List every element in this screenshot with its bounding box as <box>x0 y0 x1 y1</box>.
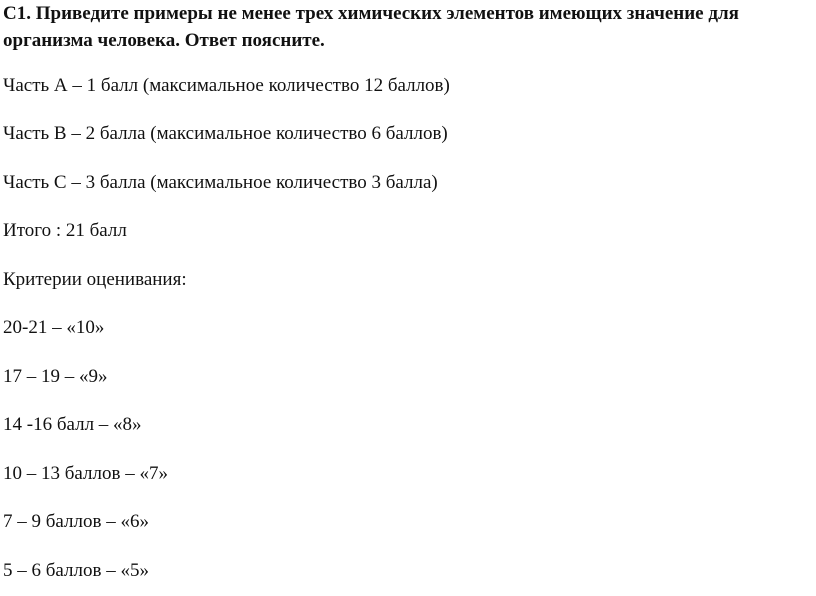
scoring-part-b: Часть В – 2 балла (максимальное количество 6 баллов) <box>3 123 448 144</box>
grade-line: 5 – 6 баллов – «5» <box>3 560 149 581</box>
task-question <box>3 0 815 54</box>
task-question-line-2: организма человека. Ответ поясните. <box>3 30 325 51</box>
grade-line: 7 – 9 баллов – «6» <box>3 511 149 532</box>
total-score: Итого : 21 балл <box>3 220 127 241</box>
scoring-part-c: Часть С – 3 балла (максимальное количество 3 балла) <box>3 172 438 193</box>
grade-line: 17 – 19 – «9» <box>3 366 108 387</box>
grade-line: 20-21 – «10» <box>3 317 105 338</box>
scoring-part-a: Часть А – 1 балл (максимальное количество 12 баллов) <box>3 75 450 96</box>
grade-line: 10 – 13 баллов – «7» <box>3 463 168 484</box>
criteria-heading: Критерии оценивания: <box>3 269 187 290</box>
task-question-line-1: С1. Приведите примеры не менее трех химических элементов имеющих значение для <box>3 3 739 24</box>
grade-line: 14 -16 балл – «8» <box>3 414 142 435</box>
